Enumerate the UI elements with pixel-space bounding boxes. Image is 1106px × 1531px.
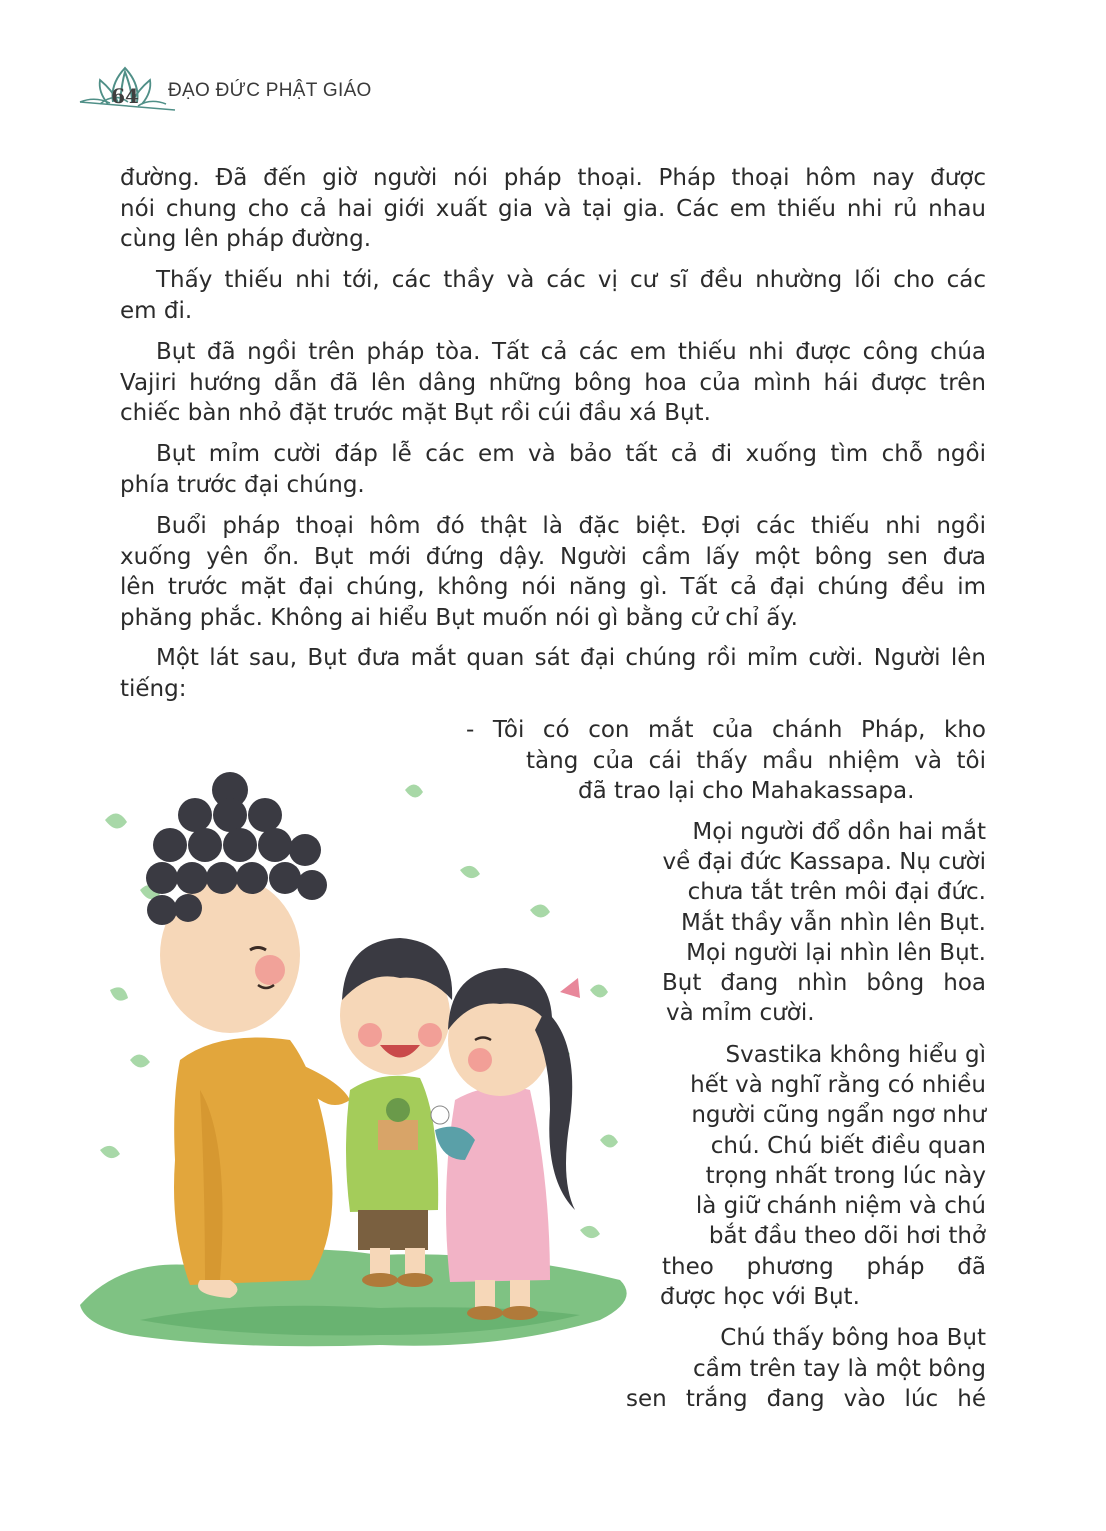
text-line: nói chung cho cả hai giới xuất gia và tại gia. Các em thiếu nhi rủ nhau	[120, 195, 986, 222]
paragraph	[120, 511, 986, 633]
quote-line: - Tôi có con mắt của chánh Pháp, kho	[466, 717, 986, 743]
text-line: về đại đức Kassapa. Nụ cười	[662, 849, 986, 875]
text-line: được học với Bụt.	[660, 1284, 860, 1310]
text-line: Bụt đang nhìn bông hoa	[662, 970, 986, 996]
text-line: theo phương pháp đã	[662, 1254, 986, 1280]
text-line: Svastika không hiểu gì	[725, 1042, 986, 1068]
paragraph	[120, 163, 986, 255]
text-line: sen trắng đang vào lúc hé	[626, 1386, 986, 1412]
text-line: em đi.	[120, 297, 193, 324]
buddha-figure	[146, 772, 350, 1298]
text-line: và mỉm cười.	[666, 1000, 815, 1026]
text-line: chiếc bàn nhỏ đặt trước mặt Bụt rồi cúi đầu xá Bụt.	[120, 400, 711, 426]
text-line: người cũng ngẩn ngơ như	[691, 1102, 986, 1128]
text-line: Bụt đã ngồi trên pháp tòa. Tất cả các em thiếu nhi được công chúa	[156, 339, 986, 365]
text-line: Chú thấy bông hoa Bụt	[720, 1325, 986, 1351]
text-line: đường. Đã đến giờ người nói pháp thoại. Pháp thoại hôm nay được	[120, 165, 986, 191]
text-line: cùng lên pháp đường.	[120, 226, 372, 252]
paragraph	[120, 643, 986, 704]
text-line: phía trước đại chúng.	[120, 471, 365, 498]
text-line: Buổi pháp thoại hôm đó thật là đặc biệt. Đợi các thiếu nhi ngồi	[156, 513, 986, 539]
paragraph	[120, 265, 986, 326]
text-line: trọng nhất trong lúc này	[705, 1163, 986, 1189]
page-number: 64	[111, 84, 139, 108]
running-title: ĐẠO ĐỨC PHẬT GIÁO	[168, 80, 372, 101]
text-line: hết và nghĩ rằng có nhiều	[690, 1072, 986, 1098]
quote-line: đã trao lại cho Mahakassapa.	[578, 778, 915, 804]
text-line: Mọi người lại nhìn lên Bụt.	[686, 940, 986, 966]
text-line: tiếng:	[120, 675, 187, 702]
text-line: chú. Chú biết điều quan	[710, 1133, 986, 1159]
text-line: lên trước mặt đại chúng, không nói năng gì. Tất cả đại chúng đều im	[120, 574, 986, 600]
text-line: Bụt mỉm cười đáp lễ các em và bảo tất cả đi xuống tìm chỗ ngồi	[156, 441, 986, 467]
text-line: Một lát sau, Bụt đưa mắt quan sát đại chúng rồi mỉm cười. Người lên	[156, 645, 986, 671]
buddha-and-children-illustration	[80, 760, 650, 1360]
text-line: bắt đầu theo dõi hơi thở	[708, 1223, 986, 1249]
paragraph	[120, 337, 986, 429]
text-line: chưa tắt trên môi đại đức.	[687, 879, 986, 905]
text-line: xuống yên ổn. Bụt mới đứng dậy. Người cầm lấy một bông sen đưa	[120, 543, 986, 570]
paragraph	[120, 439, 986, 500]
text-line: phăng phắc. Không ai hiểu Bụt muốn nói gì bằng cử chỉ ấy.	[120, 604, 798, 631]
page-header	[0, 62, 1106, 122]
text-line: Mọi người đổ dồn hai mắt	[692, 819, 986, 845]
text-line: cầm trên tay là một bông	[693, 1356, 986, 1382]
quote-line: tàng của cái thấy mầu nhiệm và tôi	[526, 748, 986, 774]
text-line: Vajiri hướng dẫn đã lên dâng những bông hoa của mình hái được trên	[120, 369, 986, 396]
text-line: là giữ chánh niệm và chú	[695, 1193, 986, 1219]
text-line: Mắt thầy vẫn nhìn lên Bụt.	[680, 910, 986, 936]
text-line: Thấy thiếu nhi tới, các thầy và các vị cư sĩ đều nhường lối cho các	[156, 267, 986, 293]
